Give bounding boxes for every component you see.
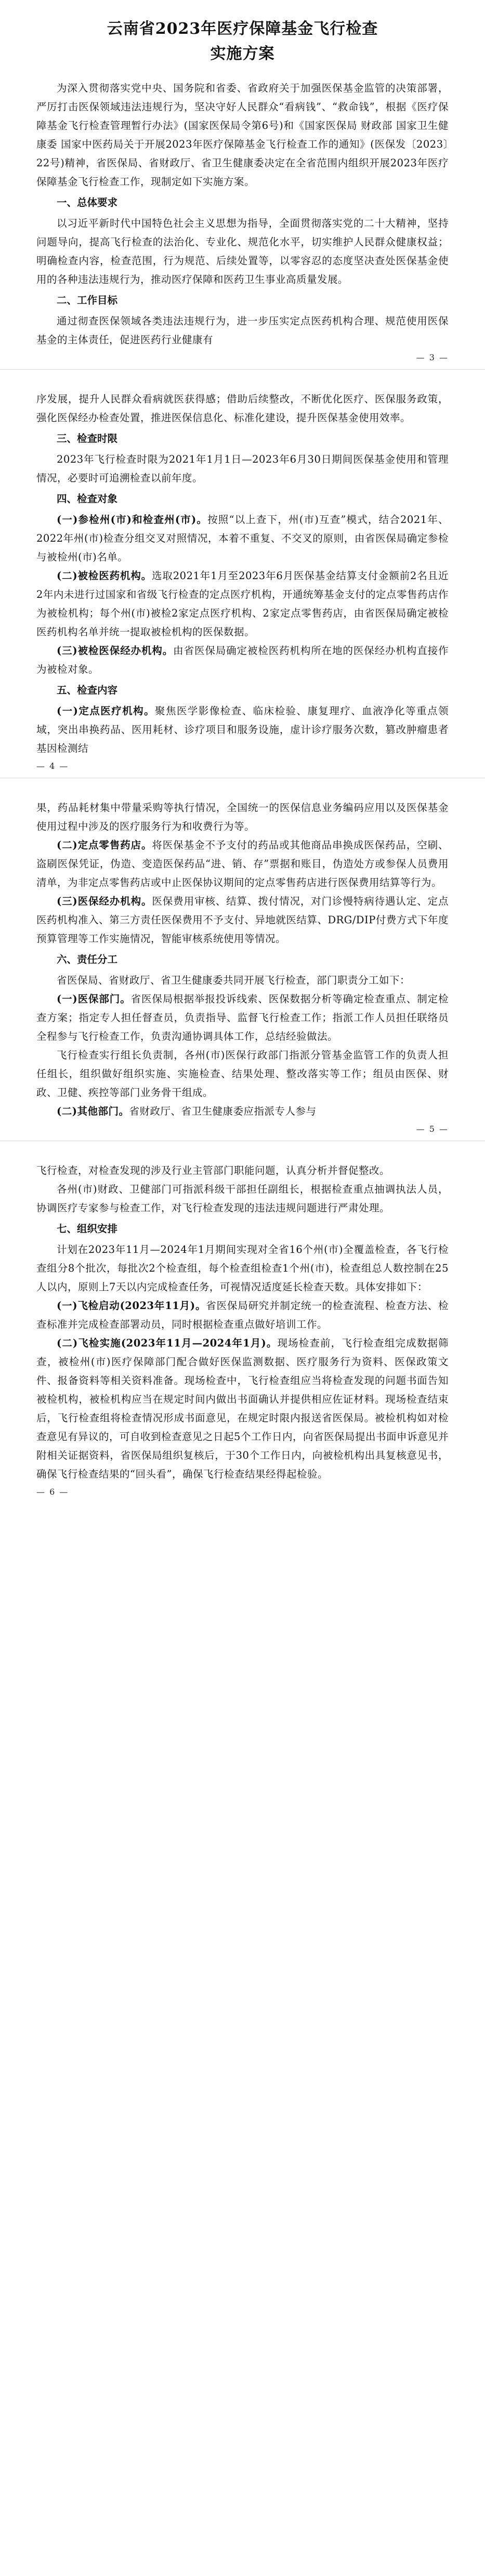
section-time-limit-paragraph: 2023年飞行检查时限为2021年1月1日—2023年6月30日期间医保基金使用和管理情况，必要时可追溯检查以前年度。 [36, 453, 449, 484]
content-item-2-text: 将医保基金不予支付的药品或其他商品串换成医保药品，空刷、盗刷医保凭证，伪造、变造医保药品“进、销、存”票据和账目，伪造处方或参保人员费用清单，为非定点零售药店或中止医保协议期间的定点零售药店进行医保费用结算等行为。 [36, 839, 449, 888]
arrangements-item-2 [36, 1334, 449, 1484]
content-item-3-lead: (三)医保经办机构。 [57, 895, 152, 907]
content-item-3-text: 医保费用审核、结算、拨付情况，对门诊慢特病待遇认定、定点医药机构准入、第三方责任医保费用不予支付、异地就医结算、DRG/DIP付费方式下年度预算管理等工作实施情况，智能审核系统使用等情况。 [36, 895, 449, 945]
responsibilities-item-1-extra: 飞行检查实行组长负责制，各州(市)医保行政部门指派分管基金监管工作的负责人担任组长，组织做好组织实施、实施检查、结果处理、整改落实等工作；组员由医保、财政、卫健、疾控等部门业务骨干组成。 [36, 1049, 449, 1099]
targets-item-3-text: 由省医保局确定被检医药机构所在地的医保经办机构直接作为被检对象。 [36, 645, 449, 675]
page-break [36, 758, 449, 799]
responsibilities-item-1-lead: (一)医保部门。 [57, 993, 131, 1005]
section-heading-responsibilities: 六、责任分工 [57, 953, 118, 965]
responsibilities-item-1 [36, 990, 449, 1046]
section-heading-arrangements: 七、组织安排 [57, 1223, 118, 1235]
targets-item-1-text: 按照“以上查下，州(市)互查”模式，结合2021年、2022年州(市)检查分组交叉对照情况，本着不重复、不交叉的原则，由省医保局确定参检与被检州(市)名单。 [36, 514, 449, 563]
targets-item-1-lead: (一)参检州(市)和检查州(市)。 [57, 514, 208, 526]
section-overall-paragraph: 以习近平新时代中国特色社会主义思想为指导，全面贯彻落实党的二十大精神，坚持问题导向，提高飞行检查的法治化、专业化、规范化水平，切实维护人民群众健康权益；明确检查内容，检查范围，行为规范、后续处置等，以零容忍的态度坚决查处医保基金使用的各种违法违规行为，推动医疗保障和医药卫生事业高质量发展。 [36, 217, 449, 285]
page-number: — 3 — [416, 352, 449, 362]
responsibilities-item-2-lead: (二)其他部门。 [57, 1105, 129, 1117]
content-item-2-lead: (二)定点零售药店。 [57, 839, 152, 851]
arrangements-intro: 计划在2023年11月—2024年1月期间实现对全省16个州(市)全覆盖检查，各飞行检查组分8个批次，每批次2个检查组，每个检查组检查1个州(市)，检查组总人数控制在25人以内，原则上7天以内完成检查任务，可视情况适度延长检查天数。具体安排如下： [36, 1244, 449, 1293]
responsibilities-item-2-part1 [36, 1102, 449, 1121]
content-item-1-text: 聚焦医学影像检查、临床检验、康复理疗、血液净化等重点领域，突出串换药品、医用耗材、诊疗项目和服务设施，虚计诊疗服务次数，篡改肿瘤患者基因检测结 [36, 705, 449, 754]
content-item-1-part1 [36, 702, 449, 758]
title-block [36, 17, 449, 67]
responsibilities-item-2-extra: 各州(市)财政、卫健部门可指派科级干部担任副组长，根据检查重点抽调执法人员，协调医疗专家参与检查工作，对飞行检查发现的违法违规问题进行严肃处理。 [36, 1183, 449, 1214]
page-number: — 6 — [36, 1487, 69, 1497]
targets-item-1 [36, 511, 449, 567]
document-title-line2: 实施方案 [210, 45, 275, 63]
section-heading-goals: 二、工作目标 [57, 294, 118, 306]
page-number: — 4 — [36, 761, 69, 771]
arrangements-item-1 [36, 1297, 449, 1334]
section-goals-paragraph-part2: 序发展，提升人民群众看病就医获得感；借助后续整改，不断优化医疗、医保服务政策，强化医保经办检查处置，推进医保信息化、标准化建设，提升医保基金使用效率。 [36, 393, 449, 424]
responsibilities-item-2-text: 省财政厅、省卫生健康委应指派专人参与 [129, 1105, 317, 1117]
content-item-1-lead: (一)定点医疗机构。 [57, 705, 155, 717]
targets-item-2-text: 选取2021年1月至2023年6月医保基金结算支付金额前2名且近2年内未进行过国家和省级飞行检查的定点医疗机构，开通统筹基金支付的定点零售药店作为被检机构；每个州(市)被检2家定点医疗机构、2家定点零售药店，由省医保局确定被检医药机构名单并统一提取被检机构的医保数据。 [36, 570, 449, 638]
arrangements-item-2-text: 现场检查前，飞行检查组完成数据筛查，被检州(市)医疗保障部门配合做好医保监测数据、医疗服务行为资料、医保政策文件、报备资料等相关资料准备。现场检查中，飞行检查组应当将检查发现的问题书面告知被检机构，被检机构应当在规定时间内做出书面确认并提供相应佐证材料。现场检查结束后，飞行检查组将检查情况形成书面意见，在规定时限内报送省医保局。被检机构如对检查意见有异议的，可自收到检查意见之日起5个工作日内，向省医保局提出书面申诉意见并附相关证据资料，省医保局组织复核后，于30个工作日内，向被检机构出具复核意见书，确保飞行检查结果的“回头看”，确保飞行检查结果经得起检验。 [36, 1337, 449, 1480]
content-item-3 [36, 892, 449, 948]
intro-paragraph: 为深入贯彻落实党中央、国务院和省委、省政府关于加强医保基金监管的决策部署，严厉打击医保领域违法违规行为，坚决守好人民群众“看病钱”、“救命钱”，根据《医疗保障基金飞行检查管理暂行办法》(国家医保局令第6号)和《国家医保局 财政部 国家卫生健康委 国家中医药局关于开展2023年医疗保障基金飞行检查工作的通知》(医保发〔2023〕22号)精神，省医保局、省财政厅、省卫生健康委决定在全省范围内组织开展2023年医疗保障基金飞行检查工作，现制定如下实施方案。 [36, 82, 449, 188]
targets-item-2 [36, 567, 449, 642]
page-break [36, 349, 449, 390]
section-heading-content: 五、检查内容 [57, 684, 118, 696]
responsibilities-item-2-part2: 飞行检查，对检查发现的涉及行业主管部门职能问题，认真分析并督促整改。 [36, 1165, 390, 1176]
targets-item-2-lead: (二)被检医药机构。 [57, 570, 152, 582]
page-break [36, 1484, 449, 1524]
content-item-2 [36, 836, 449, 892]
section-heading-overall: 一、总体要求 [57, 197, 118, 208]
responsibilities-item-1-text: 省医保局根据举报投诉线索、医保数据分析等确定检查重点、制定检查方案；指定专人担任督查员，负责指导、监督飞行检查工作；指派工作人员担任联络员全程参与飞行检查工作，负责沟通协调具体工作，总结经验做法。 [36, 993, 449, 1042]
arrangements-item-1-text: 省医保局研究并制定统一的检查流程、检查方法、检查标准并完成检查部署动员，同时根据检查重点做好培训工作。 [36, 1300, 449, 1330]
page-break [36, 1121, 449, 1161]
responsibilities-intro: 省医保局、省财政厅、省卫生健康委共同开展飞行检查，部门职责分工如下： [57, 974, 411, 986]
document-title-line1: 云南省2023年医疗保障基金飞行检查 [107, 20, 378, 38]
arrangements-item-1-lead: (一)飞检启动(2023年11月)。 [57, 1300, 206, 1312]
section-heading-targets: 四、检查对象 [57, 493, 118, 505]
page-divider [0, 369, 485, 370]
targets-item-3 [36, 642, 449, 679]
targets-item-3-lead: (三)被检医保经办机构。 [57, 645, 174, 657]
content-item-1-part2: 果，药品耗材集中带量采购等执行情况，全国统一的医保信息业务编码应用以及医保基金使用过程中涉及的医疗服务行为和收费行为等。 [36, 802, 449, 832]
arrangements-item-2-lead: (二)飞检实施(2023年11月—2024年1月)。 [57, 1337, 278, 1349]
section-goals-paragraph-part1: 通过彻查医保领域各类违法违规行为，进一步压实定点医药机构合理、规范使用医保基金的主体责任，促进医药行业健康有 [36, 315, 449, 346]
section-heading-time-limit: 三、检查时限 [57, 433, 118, 444]
page-number: — 5 — [416, 1124, 449, 1134]
